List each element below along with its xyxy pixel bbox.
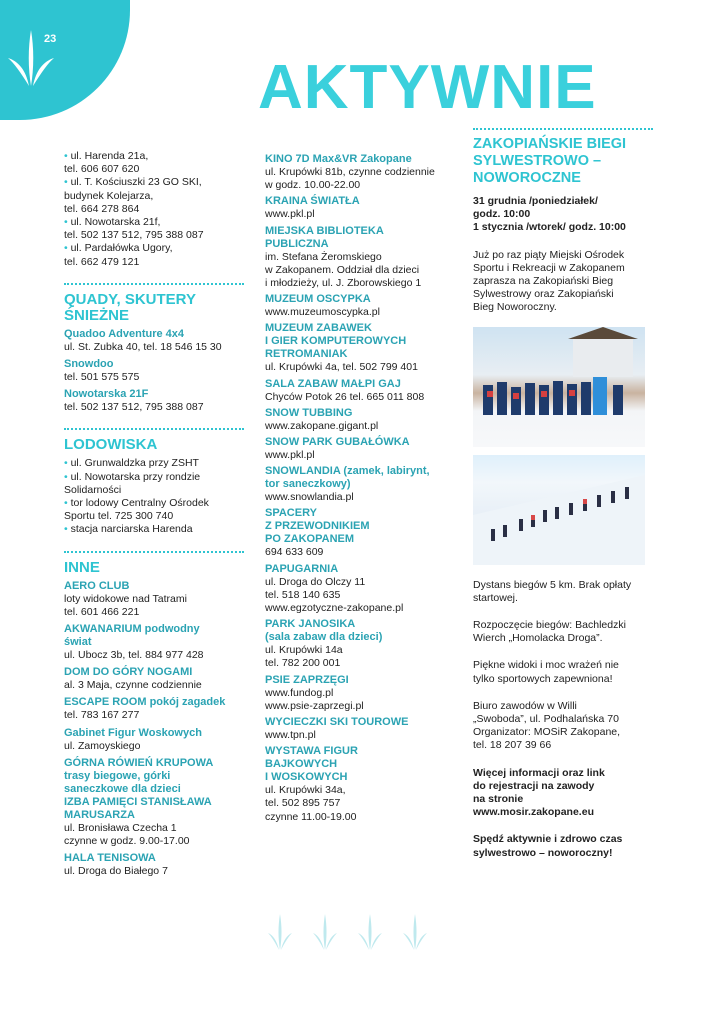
attraction-detail: ul. Krupówki 81b, czynne codziennie	[265, 166, 435, 178]
attraction-name: PAPUGARNIA	[265, 562, 339, 575]
attraction-name: MIEJSKA BIBLIOTEKA	[265, 224, 384, 237]
attraction-name: KRAINA ŚWIATŁA	[265, 195, 360, 208]
event-more-info-line: Więcej informacji oraz link	[473, 766, 605, 779]
column-left	[64, 150, 244, 878]
address-line: tel. 662 479 121	[64, 255, 140, 268]
venue-detail: ul. Bronisława Czecha 1	[64, 821, 177, 834]
address-line: • ul. Harenda 21a,	[64, 150, 244, 163]
rink-line: Sportu tel. 725 300 740	[64, 510, 174, 523]
event-title-line: SYLWESTROWO –	[473, 153, 602, 169]
attraction-detail: ul. Krupówki 4a, tel. 502 799 401	[265, 361, 418, 374]
attraction-name: WYCIECZKI SKI TOUROWE	[265, 716, 409, 729]
attraction-name: RETROMANIAK	[265, 348, 348, 361]
event-intro-line: Sylwestrowy oraz Zakopiański	[473, 288, 614, 301]
attraction-name: MUZEUM OSCYPKA	[265, 293, 371, 306]
event-start-line: Rozpoczęcie biegów: Bachledzki	[473, 619, 626, 632]
attraction-detail: www.pkl.pl	[265, 449, 315, 462]
venue-detail: czynne w godz. 9.00-17.00	[64, 835, 190, 848]
attraction-name: BAJKOWYCH	[265, 758, 338, 771]
event-more-info-line: na stronie	[473, 793, 524, 806]
attraction-detail: www.zakopane.gigant.pl	[265, 419, 379, 432]
rink-line: • ul. Nowotarska przy rondzie	[64, 471, 244, 484]
attraction-detail: www.snowlandia.pl	[265, 491, 354, 504]
attraction-detail: ul. Droga do Olczy 11	[265, 575, 366, 588]
address-line: • ul. Pardałówka Ugory,	[64, 242, 244, 255]
event-title-line: NOWOROCZNE	[473, 170, 581, 186]
attraction-name: I WOSKOWYCH	[265, 771, 348, 784]
venue-name: Quadoo Adventure 4x4	[64, 327, 185, 340]
event-intro	[473, 249, 653, 315]
event-distance-line: Dystans biegów 5 km. Brak opłaty	[473, 578, 632, 591]
attraction-detail: tel. 502 895 757	[265, 797, 341, 810]
venue-name: GÓRNA RÓWIEŃ KRUPOWA	[64, 756, 214, 769]
event-views	[473, 659, 653, 685]
event-office-line: tel. 18 207 39 66	[473, 739, 552, 752]
event-more-info-line: www.mosir.zakopane.eu	[473, 806, 594, 819]
column-middle	[265, 150, 465, 824]
attraction-detail: ul. Krupówki 34a,	[265, 784, 346, 797]
attraction-detail: Chyców Potok 26 tel. 665 011 808	[265, 390, 425, 403]
address-line: budynek Kolejarza,	[64, 189, 154, 202]
race-photo-slope	[473, 455, 645, 565]
attraction-name: Z PRZEWODNIKIEM	[265, 520, 370, 533]
attraction-name: PSIE ZAPRZĘGI	[265, 673, 349, 686]
attraction-detail: w godz. 10.00-22.00	[265, 179, 361, 192]
event-dates	[473, 195, 653, 235]
event-intro-line: zaprasza na Zakopiański Bieg	[473, 275, 614, 288]
attraction-detail: www.psie-zaprzegi.pl	[265, 699, 364, 712]
attraction-name: SPACERY	[265, 507, 317, 520]
attraction-detail: www.tpn.pl	[265, 729, 316, 742]
venue-name: HALA TENISOWA	[64, 852, 156, 865]
attraction-name: tor saneczkowy)	[265, 478, 351, 491]
venue-detail: al. 3 Maja, czynne codziennie	[64, 679, 202, 692]
attraction-detail: czynne 11.00-19.00	[265, 810, 357, 823]
venue-name: Nowotarska 21F	[64, 388, 149, 401]
venue-detail: tel. 502 137 512, 795 388 087	[64, 401, 204, 414]
section-title-line: ŚNIEŻNE	[64, 306, 130, 324]
venue-detail: ul. Droga do Białego 7	[64, 865, 168, 878]
attraction-name: SALA ZABAW MAŁPI GAJ	[265, 377, 401, 390]
venue-name: Snowdoo	[64, 358, 114, 371]
attraction-name: PO ZAKOPANEM	[265, 533, 355, 546]
event-start-line: Wierch „Homolacka Droga”.	[473, 632, 603, 645]
address-line: • ul. T. Kościuszki 23 GO SKI,	[64, 176, 244, 189]
venue-detail: ul. St. Zubka 40, tel. 18 546 15 30	[64, 340, 222, 353]
rink-line: • stacja narciarska Harenda	[64, 523, 244, 536]
venue-detail: tel. 783 167 277	[64, 709, 140, 722]
event-office-line: „Swoboda”, ul. Podhalańska 70	[473, 713, 619, 726]
event-intro-line: Już po raz piąty Miejski Ośrodek	[473, 248, 625, 261]
event-distance-line: startowej.	[473, 591, 518, 604]
attraction-name: SNOW PARK GUBAŁÓWKA	[265, 436, 410, 449]
section-title-inne: INNE	[64, 551, 244, 576]
rink-line: Solidarności	[64, 483, 122, 496]
section-title-line: QUADY, SKUTERY	[64, 290, 196, 308]
attraction-detail: www.muzeumoscypka.pl	[265, 306, 380, 319]
attraction-name: SNOWLANDIA (zamek, labirynt,	[265, 465, 430, 478]
attraction-detail: www.fundog.pl	[265, 686, 334, 699]
venue-detail: tel. 601 466 221	[64, 605, 140, 618]
event-date-line: godz. 10:00	[473, 208, 531, 221]
attraction-name: SNOW TUBBING	[265, 406, 353, 419]
section-title-quady	[64, 283, 244, 324]
event-title-line: ZAKOPIAŃSKIE BIEGI	[473, 136, 627, 152]
venue-name: AERO CLUB	[64, 579, 130, 592]
attraction-name: KINO 7D Max&VR Zakopane	[265, 153, 412, 165]
column-right	[473, 128, 653, 860]
race-photo-start	[473, 327, 645, 447]
attraction-detail: w Zakopanem. Oddział dla dzieci	[265, 263, 420, 276]
event-intro-line: Bieg Noworoczny.	[473, 301, 557, 314]
venue-detail: loty widokowe nad Tatrami	[64, 592, 187, 605]
attraction-name: PARK JANOSIKA	[265, 618, 356, 631]
event-closing-line: sylwestrowo – noworoczny!	[473, 846, 613, 859]
event-distance	[473, 579, 653, 605]
venue-name: AKWANARIUM podwodny	[64, 623, 200, 636]
venue-name: saneczkowe dla dzieci	[64, 782, 181, 795]
attraction-detail: ul. Krupówki 14a	[265, 644, 343, 657]
attraction-detail: tel. 782 200 001	[265, 657, 341, 670]
attraction-name: (sala zabaw dla dzieci)	[265, 631, 383, 644]
rink-line: • ul. Grunwaldzka przy ZSHT	[64, 457, 244, 470]
attraction-detail: i młodzieży, ul. J. Zborowskiego 1	[265, 277, 422, 290]
attraction-name: MUZEUM ZABAWEK	[265, 322, 372, 335]
address-line: tel. 502 137 512, 795 388 087	[64, 229, 204, 242]
event-intro-line: Sportu i Rekreacji w Zakopanem	[473, 261, 625, 274]
attraction-detail: im. Stefana Żeromskiego	[265, 250, 382, 263]
page-number: 23	[44, 33, 57, 45]
event-office-line: Biuro zawodów w Willi	[473, 699, 577, 712]
section-title-lodowiska: LODOWISKA	[64, 428, 244, 453]
attraction-detail: www.egzotyczne-zakopane.pl	[265, 602, 404, 615]
address-line: tel. 664 278 864	[64, 202, 140, 215]
venue-name: IZBA PAMIĘCI STANISŁAWA	[64, 795, 212, 808]
venue-name: trasy biegowe, górki	[64, 769, 171, 782]
venue-name: MARUSARZA	[64, 808, 135, 821]
venue-detail: ul. Zamoyskiego	[64, 739, 141, 752]
rink-line: • tor lodowy Centralny Ośrodek	[64, 497, 244, 510]
event-closing	[473, 833, 653, 859]
venue-name: Gabinet Figur Woskowych	[64, 726, 202, 739]
event-office-line: Organizator: MOSiR Zakopane,	[473, 726, 621, 739]
venue-detail: ul. Ubocz 3b, tel. 884 977 428	[64, 649, 204, 662]
event-title	[473, 128, 653, 187]
address-line: • ul. Nowotarska 21f,	[64, 216, 244, 229]
attraction-detail: 694 633 609	[265, 546, 324, 559]
attraction-name: WYSTAWA FIGUR	[265, 745, 358, 758]
corner-decoration	[0, 0, 130, 120]
leaf-icon	[6, 28, 56, 88]
page-title: AKTYWNIE	[258, 53, 597, 122]
event-start	[473, 619, 653, 645]
venue-name: DOM DO GÓRY NOGAMI	[64, 666, 193, 679]
event-office	[473, 700, 653, 753]
venue-name: świat	[64, 636, 92, 649]
event-date-line: 31 grudnia /poniedziałek/	[473, 195, 598, 207]
event-more-info	[473, 767, 653, 820]
event-closing-line: Spędź aktywnie i zdrowo czas	[473, 833, 623, 846]
attraction-detail: tel. 518 140 635	[265, 588, 341, 601]
attraction-name: I GIER KOMPUTEROWYCH	[265, 335, 407, 348]
attraction-detail: www.pkl.pl	[265, 208, 315, 221]
event-views-line: tylko sportowych zapewniona!	[473, 672, 613, 685]
event-views-line: Piękne widoki i moc wrażeń nie	[473, 659, 619, 672]
venue-name: ESCAPE ROOM pokój zagadek	[64, 696, 226, 709]
event-date-line: 1 stycznia /wtorek/ godz. 10:00	[473, 221, 626, 234]
attraction-name: PUBLICZNA	[265, 237, 329, 250]
venue-detail: tel. 501 575 575	[64, 371, 140, 384]
event-more-info-line: do rejestracji na zawody	[473, 779, 595, 792]
address-line: tel. 606 607 620	[64, 163, 140, 176]
leaf-decoration-icon	[258, 912, 458, 952]
